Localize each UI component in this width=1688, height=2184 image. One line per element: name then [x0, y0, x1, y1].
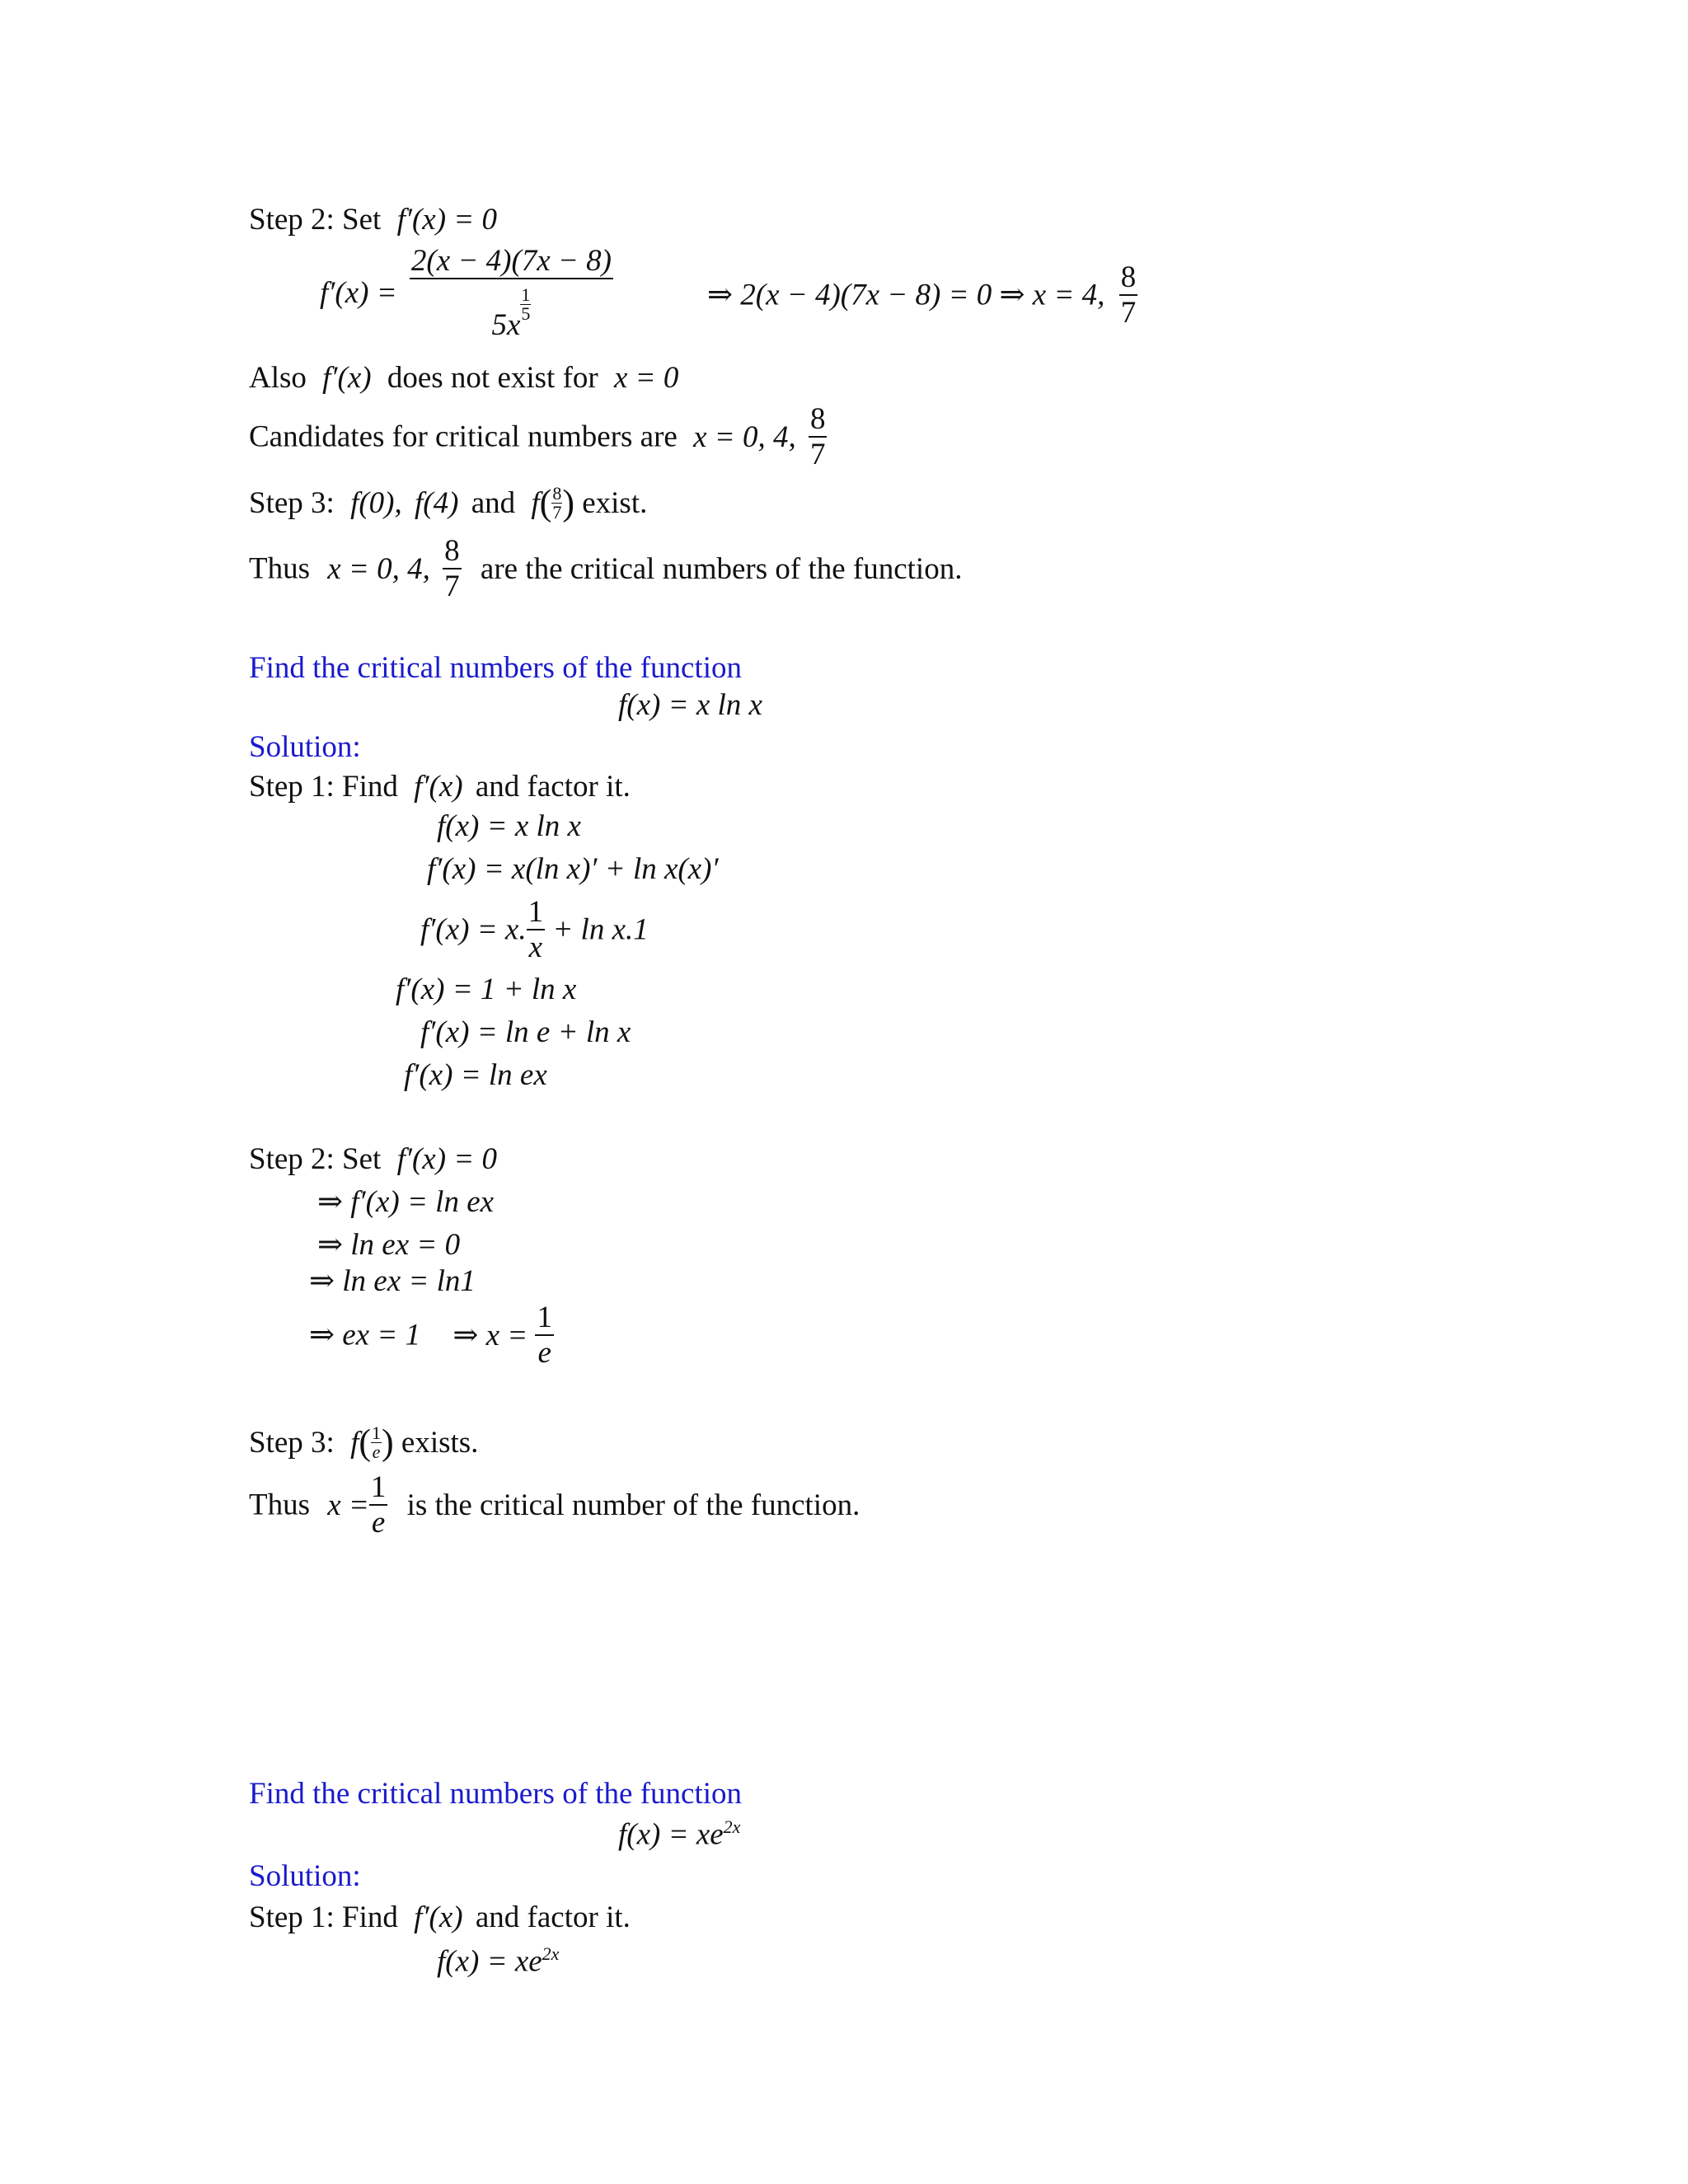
s1-thus-tail: are the critical numbers of the function.: [480, 551, 963, 586]
s1-thus-values: x = 0, 4,: [327, 551, 430, 586]
s2-step2-label: Step 2: Set: [249, 1142, 382, 1176]
s2-heading: Find the critical numbers of the function: [249, 651, 743, 685]
s2-derivation-line-5: f′(x) = ln e + ln x: [420, 1015, 631, 1049]
s3-step1-tail: and factor it.: [475, 1900, 631, 1934]
s1-implication: ⇒ 2(x − 4)(7x − 8) = 0 ⇒ x = 4,: [707, 278, 1105, 312]
s1-step3-label: Step 3:: [249, 486, 335, 520]
s1-derivative-fraction: [410, 246, 613, 340]
s1-candidates-line: [249, 404, 827, 470]
s1-step3-f0: f(0),: [350, 486, 402, 520]
s2-step3-line: Step 3: f( $\frac{1}{e}$ ) exists.: [249, 1422, 479, 1463]
s2-thus-tail: is the critical number of the function.: [406, 1488, 860, 1522]
s2-thus-label: Thus: [249, 1488, 310, 1522]
s1-implication-line: [707, 262, 1137, 328]
s2-thus-line: Thus x = $\frac{1}{e}$ is the critical number of the function.: [249, 1470, 860, 1540]
s2-derivation-line-1: f(x) = x ln x: [437, 809, 581, 843]
s2-step1-tail: and factor it.: [475, 770, 631, 804]
s1-step3-f: f: [531, 486, 540, 520]
s3-step1-fprime: f′(x): [414, 1900, 463, 1934]
s1-step3-exist: exist.: [582, 486, 648, 520]
s1-derivative-den-base: 5x: [491, 308, 521, 342]
s2-thus-fraction: $\frac{1}{e}$: [370, 1470, 387, 1540]
s1-step2-equation: f′(x) = 0: [396, 203, 497, 237]
s2-step2-equation: f′(x) = 0: [396, 1142, 497, 1176]
s2-step1-line: [249, 771, 631, 802]
s2-derivation-fraction: $\frac{1}{x}$: [528, 895, 544, 964]
s1-candidates-values: x = 0, 4,: [693, 419, 796, 454]
s3-heading: Find the critical numbers of the function: [249, 1777, 743, 1811]
s2-derivation-line-6: f′(x) = ln ex: [404, 1058, 547, 1092]
s3-solution-label: Solution:: [249, 1859, 361, 1893]
s2-function: f(x) = x ln x: [618, 688, 762, 722]
s2-step3-tail: exists.: [401, 1426, 479, 1460]
s1-implication-fraction: $\frac{8}{7}$: [1120, 260, 1137, 330]
s2-step2-line-4: ⇒ ex = 1 ⇒ x = $\frac{1}{e}$: [309, 1301, 552, 1370]
s2-solution-label: Solution:: [249, 730, 361, 764]
s3-function: $f(x) = xe^{2x}$: [618, 1816, 741, 1852]
s1-thus-fraction: $\frac{8}{7}$: [444, 534, 460, 603]
s1-derivative-denominator: [410, 278, 613, 340]
s1-candidates-text: Candidates for critical numbers are: [249, 419, 678, 454]
s3-derivation-line-1: $f(x) = xe^{2x}$: [437, 1943, 560, 1979]
s1-step2-line: [249, 204, 497, 235]
s1-thus-label: Thus: [249, 551, 310, 586]
s2-derivation-line-2: f′(x) = x(ln x)′ + ln x(x)′: [427, 852, 719, 886]
s2-derivation-line-4: f′(x) = 1 + ln x: [396, 972, 577, 1006]
s1-candidates-fraction: $\frac{8}{7}$: [809, 402, 826, 471]
s1-also-x: x = 0: [613, 361, 679, 395]
s2-step2-line-2: ⇒ ln ex = 0: [317, 1228, 461, 1262]
s1-derivative-lhs: f′(x) =: [320, 276, 397, 310]
s1-also-line: [249, 363, 678, 393]
s2-step1-label: Step 1: Find: [249, 770, 398, 804]
s1-step3-fraction: $\frac{8}{7}$: [552, 483, 562, 523]
s1-derivative-line: [320, 246, 613, 340]
s1-step3-f4: f(4): [415, 486, 459, 520]
s3-step1-line: [249, 1902, 631, 1933]
s2-step3-label: Step 3:: [249, 1426, 335, 1460]
s1-also-middle: does not exist for: [387, 361, 598, 395]
s1-step3-line: Step 3: f(0), f(4) and f( $\frac{8}{7}$ ) exist.: [249, 482, 648, 523]
s1-derivative-den-exponent: $\frac{1}{5}$: [521, 284, 531, 324]
s2-step1-fprime: f′(x): [414, 770, 463, 804]
s1-also-fprime: f′(x): [322, 361, 372, 395]
s2-derivation-line-3: f′(x) = x. $\frac{1}{x}$ + ln x.1: [420, 895, 649, 964]
s1-derivative-numerator: 2(x − 4)(7x − 8): [410, 244, 612, 278]
s1-also-label: Also: [249, 361, 307, 395]
s1-step2-label: Step 2: Set: [249, 203, 382, 237]
s2-step2-line-1: ⇒ f′(x) = ln ex: [317, 1185, 495, 1219]
s1-step3-and: and: [471, 486, 516, 520]
s2-step2-fraction: $\frac{1}{e}$: [537, 1301, 552, 1370]
s2-step3-fraction: $\frac{1}{e}$: [372, 1422, 381, 1462]
s2-step2-line: [249, 1144, 497, 1174]
s1-thus-line: [249, 536, 962, 602]
s2-step2-line-3: ⇒ ln ex = ln1: [309, 1264, 476, 1298]
s3-step1-label: Step 1: Find: [249, 1900, 398, 1934]
